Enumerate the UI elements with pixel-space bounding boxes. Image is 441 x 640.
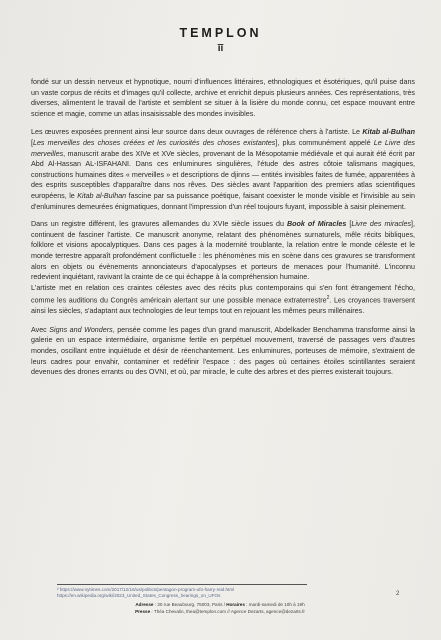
footnote-ref: 2 bbox=[326, 295, 330, 302]
book-title: Kitab al-Bulhan bbox=[362, 128, 415, 137]
paragraph-congress bbox=[31, 283, 415, 317]
text-run: fascine par sa puissance poétique, faisant coexister le monde visible et l'invisible au sein d'enluminures demeurées énigmatiques, donnant l'impression d'un réel toujours fuyant, impossible à saisir pleinement. bbox=[31, 191, 415, 211]
text-run: . Les croyances traversent ainsi les siècles, s'adaptant aux technologies de leur temps tout en rejouant les mêmes peurs millénaires. bbox=[31, 296, 415, 316]
text-run: , manuscrit arabe des XIVe et XVe siècles, provenant de la Mésopotamie médiévale et qui aurait été écrit par Abd Al-Hassan AL-ISFAHANI. Dans ces enluminures singulières, l'étude des astres côtoie talismans magiques, constructions humaines dites « merveilles » et descriptions de djinns — entités invisibles faites de fumée, apparentées à des esprits susceptibles d'apparaître dans nos rêves. Des siècles avant l'apparition des premiers atlas scientifiques européens, le bbox=[31, 149, 415, 200]
footnote-link-wikipedia[interactable]: https://en.wikipedia.org/wiki/2023_United_States_Congress_hearings_on_UFOs bbox=[57, 593, 221, 598]
press-label: Presse bbox=[135, 608, 151, 614]
press-contacts: : Théa Chevalin, thea@templon.com // Agence Dezarts, agence@dezarts.fr bbox=[150, 608, 305, 614]
book-subtitle: Les merveilles des choses créées et les curiosités des choses existantes bbox=[32, 138, 276, 147]
text-run: , pensée comme les pages d'un grand manuscrit, Abdelkader Benchamma transforme ainsi la galerie en un espace intermédiaire, organisme fertile en perpétuel mouvement, traversé de passages vers d'autres mondes, oscillant entre inquiétude et désir de réenchantement. Les enluminures, porteuses de mémoire, s'extraient de leurs cadres pour envahir, contaminer et redéfinir l'espace : des pages où certaines étoiles scintillantes seraient devenues des drones errants ou des OVNI, et où, par miracle, le culte des arbres et des pierres existerait toujours. bbox=[31, 325, 416, 377]
text-run: [ bbox=[346, 220, 352, 229]
exhibition-title: Signs and Wonders bbox=[49, 325, 113, 334]
paragraph-kitab bbox=[31, 127, 415, 212]
brand-title: TEMPLON bbox=[179, 26, 262, 40]
text-run: [ bbox=[31, 138, 33, 147]
paragraph-book-of-miracles bbox=[31, 219, 415, 283]
brand-logo-mark: īī bbox=[217, 43, 224, 54]
address-label: Adresse bbox=[135, 602, 154, 607]
body-text bbox=[31, 77, 415, 385]
paragraph-signs-and-wonders bbox=[31, 325, 415, 378]
text-run: ], plus communément appelé bbox=[275, 138, 374, 147]
footnote-link-nytimes[interactable]: ² https://www.nytimes.com/2017/12/16/us/politics/pentagon-program-ufo-harry-reid.html bbox=[57, 587, 235, 592]
paragraph-intro: fondé sur un dessin nerveux et hypnotique, nourri d'influences littéraires, ethnologiques et ésotériques, qu'il puise dans un vaste corpus de récits et d'images qu'il collecte, archive et enrichit depuis plusieurs années. Ces représentations, très diverses, alimentent le travail de l'artiste et semblent se situer à la lisière du monde connu, cet espace mouvant entre science et magie, comme un atlas insaisissable des mondes invisibles. bbox=[31, 78, 415, 118]
page-number: 2 bbox=[396, 591, 400, 597]
address-text: : 30 rue Beaubourg, 75003, Paris / bbox=[153, 602, 227, 607]
text-run: L'artiste met en relation ces craintes célestes avec des récits plus contemporains qui s'en font étrangement l'écho, comme les auditions du Congrès américain alertant sur une possible menace extraterrestre bbox=[31, 283, 415, 305]
page-footer bbox=[100, 602, 340, 615]
hours-label: Horaires bbox=[226, 602, 245, 607]
hours-text: : mardi-samedi de 10h à 19h bbox=[244, 602, 305, 607]
book-title: Le Livre des merveilles bbox=[31, 138, 416, 158]
text-run: Avec bbox=[31, 325, 50, 334]
footer-press-line bbox=[100, 609, 340, 616]
text-run: Les œuvres exposées prennent ainsi leur source dans deux ouvrages de référence chers à l'artiste. Le bbox=[31, 128, 363, 137]
footnotes bbox=[57, 584, 307, 599]
text-run: Dans un registre différent, les gravures allemandes du XVIe siècle issues du bbox=[31, 220, 288, 229]
book-title: Book of Miracles bbox=[287, 220, 347, 229]
book-title: Kitab al-Bulhan bbox=[77, 191, 127, 200]
text-run: ], continuent de fasciner l'artiste. Ce manuscrit anonyme, relatant des phénomènes surnaturels, mêle récits bibliques, folklore et visions apocalyptiques. Dans ces pages à la modernité troublante, la relation entre le monde céleste et le monde terrestre apparaît profondément conflictuelle : les phénomènes mis en scène dans ces gravures se transforment alors en objets ou évènements annonciateurs d'apocalypses et porteurs de menaces pour l'humanité. L'inconnu redevient inquiétant, ravivant la crainte de ce qui échappe à la compréhension humaine. bbox=[31, 220, 415, 282]
book-subtitle: Livre des miracles bbox=[351, 220, 412, 229]
